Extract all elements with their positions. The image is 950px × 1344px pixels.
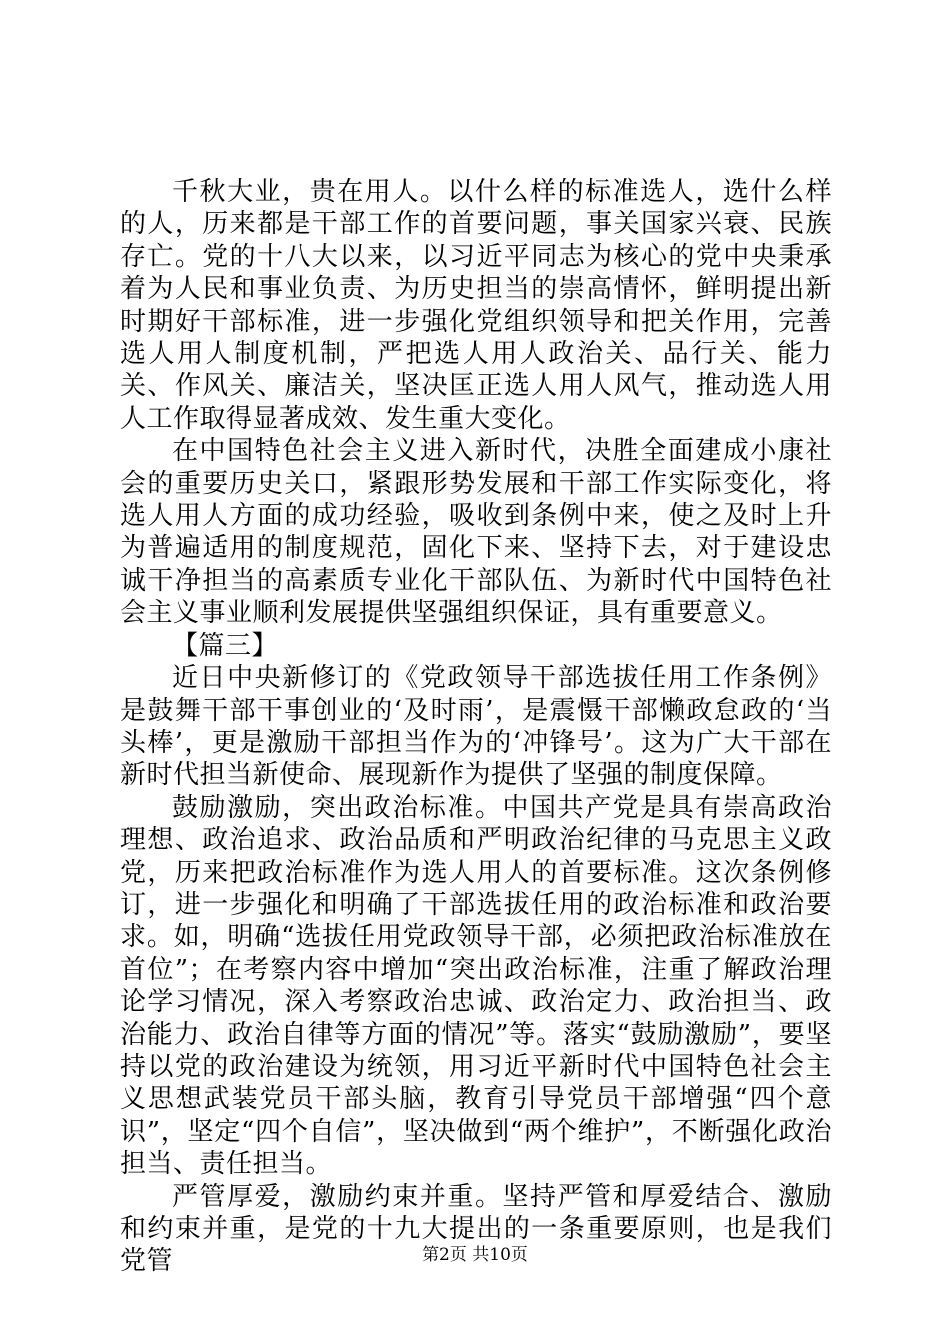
paragraph-1: 千秋大业，贵在用人。以什么样的标准选人，选什么样的人，历来都是干部工作的首要问题，事关国家兴衰、民族存亡。党的十八大以来，以习近平同志为核心的党中央秉承着为人民和事业负责、为历史担当的崇高情怀，鲜明提出新时期好干部标准，进一步强化党组织领导和把关作用，完善选人用人制度机制，严把选人用人政治关、品行关、能力关、作风关、廉洁关，坚决匡正选人用人风气，推动选人用人工作取得显著成效、发生重大变化。 [120,177,832,434]
paragraph-3: 近日中央新修订的《党政领导干部选拔任用工作条例》是鼓舞干部干事创业的‘及时雨’，是震慑干部懒政怠政的‘当头棒’，更是激励干部担当作为的‘冲锋号’。这为广大干部在新时代担当新使命、展现新作为提供了坚强的制度保障。 [120,663,832,791]
document-body [120,176,832,1278]
paragraph-4: 鼓励激励，突出政治标准。中国共产党是具有崇高政治理想、政治追求、政治品质和严明政治纪律的马克思主义政党，历来把政治标准作为选人用人的首要标准。这次条例修订，进一步强化和明确了干部选拔任用的政治标准和政治要求。如，明确“选拔任用党政领导干部，必须把政治标准放在首位”；在考察内容中增加“突出政治标准，注重了解政治理论学习情况，深入考察政治忠诚、政治定力、政治担当、政治能力、政治自律等方面的情况”等。落实“鼓励激励”，要坚持以党的政治建设为统领，用习近平新时代中国特色社会主义思想武装党员干部头脑，教育引导党员干部增强“四个意识”，坚定“四个自信”，坚决做到“两个维护”，不断强化政治担当、责任担当。 [120,792,832,1180]
paragraph-5: 严管厚爱，激励约束并重。坚持严管和厚爱结合、激励和约束并重，是党的十九大提出的一条重要原则，也是我们党管 [120,1181,832,1277]
section-heading: 【篇三】 [172,630,279,661]
paragraph-2: 在中国特色社会主义进入新时代，决胜全面建成小康社会的重要历史关口，紧跟形势发展和干部工作实际变化，将选人用人方面的成功经验，吸收到条例中来，使之及时上升为普遍适用的制度规范，固化下来、坚持下去，对于建设忠诚干净担当的高素质专业化干部队伍、为新时代中国特色社会主义事业顺利发展提供坚强组织保证，具有重要意义。 [120,436,832,629]
page-footer: 第2页 共10页 [422,1245,528,1265]
